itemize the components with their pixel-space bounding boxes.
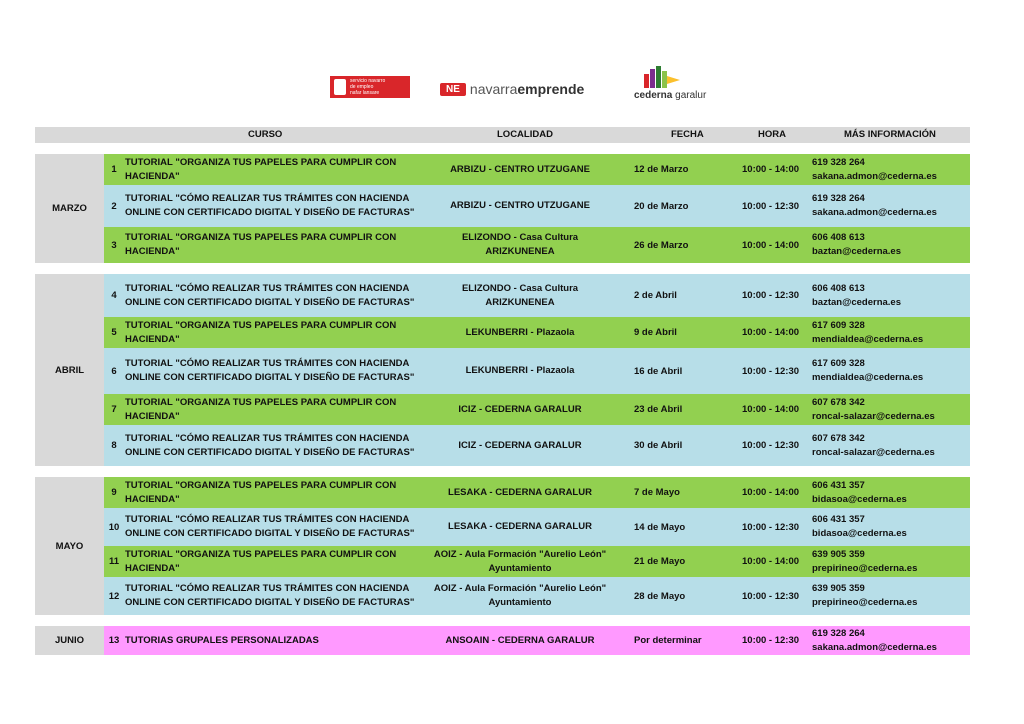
course-location: ELIZONDO - Casa Cultura ARIZKUNENEA: [461, 282, 579, 308]
contact-phone: 606 408 613: [812, 232, 865, 243]
contact-phone: 607 678 342: [812, 396, 865, 408]
course-number: 1: [111, 164, 117, 175]
course-number: 11: [108, 556, 120, 567]
course-date: 9 de Abril: [634, 327, 677, 338]
header-info: MÁS INFORMACIÓN: [844, 129, 936, 140]
course-title: TUTORIAL "ORGANIZA TUS PAPELES PARA CUMPLIR CON HACIENDA": [125, 548, 397, 574]
contact-info: [812, 185, 967, 227]
course-time: 10:00 - 12:30: [742, 290, 800, 301]
course-time: 10:00 - 14:00: [742, 487, 800, 498]
contact-phone: 639 905 359: [812, 548, 865, 560]
navarra-emprende-bold: emprende: [517, 81, 585, 97]
table-row: [104, 227, 970, 263]
course-number: 3: [111, 239, 117, 251]
course-date: 26 de Marzo: [634, 239, 689, 251]
course-number: 6: [111, 365, 117, 377]
course-number: 10: [108, 521, 120, 533]
course-date: 20 de Marzo: [634, 200, 689, 212]
course-time: 10:00 - 14:00: [742, 327, 800, 338]
table-row: [104, 425, 970, 466]
course-number: 12: [108, 590, 120, 602]
contact-email[interactable]: baztan@cederna.es: [812, 246, 901, 257]
course-date: 21 de Mayo: [634, 556, 686, 567]
contact-email[interactable]: bidasoa@cederna.es: [812, 528, 907, 539]
table-row: [104, 317, 970, 348]
month-abril: ABRIL: [35, 274, 104, 466]
course-title: TUTORIAL "CÓMO REALIZAR TUS TRÁMITES CON HACIENDA ONLINE CON CERTIFICADO DIGITAL Y DISEÑO DE FACTURAS": [125, 514, 415, 539]
servicio-navarro-empleo-logo: [330, 76, 410, 98]
course-time: 10:00 - 12:30: [742, 440, 800, 451]
course-location: AOIZ - Aula Formación "Aurelio León" Ayuntamiento: [433, 583, 607, 608]
contact-info: [812, 546, 967, 577]
contact-info: [812, 317, 967, 348]
header-hora: HORA: [758, 129, 786, 140]
course-location: ANSOAIN - CEDERNA GARALUR: [445, 634, 595, 646]
table-row: [104, 546, 970, 577]
table-row: [104, 577, 970, 615]
contact-phone: 619 328 264: [812, 627, 865, 639]
course-time: 10:00 - 14:00: [742, 239, 800, 251]
contact-email[interactable]: roncal-salazar@cederna.es: [812, 446, 935, 458]
month-marzo: MARZO: [35, 154, 104, 263]
cederna-bars-icon: [640, 66, 680, 88]
contact-phone: 606 431 357: [812, 514, 865, 525]
course-location: LEKUNBERRI - Plazaola: [465, 326, 575, 338]
contact-phone: 606 431 357: [812, 479, 865, 491]
course-date: 7 de Mayo: [634, 487, 680, 498]
course-time: 10:00 - 12:30: [742, 521, 800, 533]
course-location: ICIZ - CEDERNA GARALUR: [458, 439, 582, 451]
contact-phone: 607 678 342: [812, 432, 865, 444]
contact-email[interactable]: bidasoa@cederna.es: [812, 493, 907, 505]
contact-email[interactable]: sakana.admon@cederna.es: [812, 641, 937, 653]
course-title: TUTORIAL "CÓMO REALIZAR TUS TRÁMITES CON HACIENDA ONLINE CON CERTIFICADO DIGITAL Y DISEÑO DE FACTURAS": [125, 282, 415, 308]
course-title: TUTORIAS GRUPALES PERSONALIZADAS: [125, 634, 319, 646]
contact-email[interactable]: mendialdea@cederna.es: [812, 333, 924, 345]
contact-email[interactable]: mendialdea@cederna.es: [812, 372, 924, 383]
course-location: ICIZ - CEDERNA GARALUR: [458, 403, 582, 415]
navarra-emprende-light: navarra: [469, 81, 518, 97]
table-header: [35, 127, 970, 143]
course-title: TUTORIAL "CÓMO REALIZAR TUS TRÁMITES CON HACIENDA ONLINE CON CERTIFICADO DIGITAL Y DISEÑO DE FACTURAS": [125, 432, 415, 458]
contact-info: [812, 508, 967, 546]
header-localidad: LOCALIDAD: [497, 129, 553, 140]
course-time: 10:00 - 12:30: [742, 365, 800, 377]
contact-phone: 617 609 328: [812, 319, 865, 331]
course-number: 5: [111, 327, 117, 338]
course-number: 8: [111, 440, 117, 451]
header-fecha: FECHA: [671, 129, 704, 140]
contact-info: [812, 577, 967, 615]
contact-info: [812, 626, 967, 655]
contact-phone: 619 328 264: [812, 193, 865, 204]
course-time: 10:00 - 12:30: [742, 200, 800, 212]
header-curso: CURSO: [248, 129, 283, 140]
course-location: LESAKA - CEDERNA GARALUR: [448, 521, 592, 532]
sne-logo-line: de empleo: [350, 84, 374, 90]
month-junio: JUNIO: [35, 626, 104, 655]
table-row: [104, 394, 970, 425]
table-row: [104, 274, 970, 317]
navarra-emprende-logo: [440, 80, 584, 98]
contact-info: [812, 154, 967, 185]
contact-phone: 619 328 264: [812, 156, 865, 168]
contact-info: [812, 274, 967, 317]
course-location: ARBIZU - CENTRO UTZUGANE: [450, 200, 590, 211]
contact-info: [812, 425, 967, 466]
contact-email[interactable]: prepirineo@cederna.es: [812, 562, 918, 574]
sne-logo-line: servicio navarro: [350, 78, 386, 84]
course-time: 10:00 - 12:30: [742, 635, 800, 646]
course-title: TUTORIAL "ORGANIZA TUS PAPELES PARA CUMPLIR CON HACIENDA": [125, 479, 397, 505]
course-date: 14 de Mayo: [634, 521, 686, 533]
course-time: 10:00 - 12:30: [742, 590, 800, 602]
contact-phone: 639 905 359: [812, 583, 865, 594]
contact-info: [812, 348, 967, 394]
contact-email[interactable]: sakana.admon@cederna.es: [812, 207, 937, 218]
course-title: TUTORIAL "ORGANIZA TUS PAPELES PARA CUMPLIR CON HACIENDA": [125, 319, 397, 345]
course-title: TUTORIAL "CÓMO REALIZAR TUS TRÁMITES CON HACIENDA ONLINE CON CERTIFICADO DIGITAL Y DISEÑO DE FACTURAS": [125, 193, 415, 218]
course-location: LEKUNBERRI - Plazaola: [465, 365, 575, 376]
course-date: 16 de Abril: [634, 365, 683, 377]
course-location: ELIZONDO - Casa Cultura ARIZKUNENEA: [461, 232, 579, 257]
course-date: 2 de Abril: [634, 290, 677, 301]
course-number: 9: [111, 487, 117, 498]
course-location: ARBIZU - CENTRO UTZUGANE: [450, 163, 590, 175]
contact-phone: 606 408 613: [812, 282, 865, 294]
course-date: Por determinar: [634, 635, 702, 646]
course-title: TUTORIAL "CÓMO REALIZAR TUS TRÁMITES CON HACIENDA ONLINE CON CERTIFICADO DIGITAL Y DISEÑO DE FACTURAS": [125, 358, 415, 383]
course-date: 23 de Abril: [634, 404, 683, 415]
course-number: 7: [111, 404, 117, 415]
contact-info: [812, 227, 967, 263]
cederna-name: cederna: [634, 90, 673, 101]
course-date: 12 de Marzo: [634, 164, 689, 175]
course-title: TUTORIAL "ORGANIZA TUS PAPELES PARA CUMPLIR CON HACIENDA": [125, 156, 397, 182]
table-row: [104, 348, 970, 394]
table-row: [104, 477, 970, 508]
contact-email[interactable]: roncal-salazar@cederna.es: [812, 410, 935, 422]
navarra-emprende-badge: NE: [440, 83, 466, 96]
table-row: [104, 508, 970, 546]
course-title: TUTORIAL "ORGANIZA TUS PAPELES PARA CUMPLIR CON HACIENDA": [125, 396, 397, 422]
cederna-garalur-logo: [632, 66, 722, 104]
course-number: 4: [111, 290, 117, 301]
contact-email[interactable]: sakana.admon@cederna.es: [812, 170, 937, 182]
course-location: LESAKA - CEDERNA GARALUR: [448, 486, 592, 498]
contact-email[interactable]: baztan@cederna.es: [812, 296, 901, 308]
table-row: [104, 154, 970, 185]
course-date: 30 de Abril: [634, 440, 683, 451]
navarra-crest-icon: [334, 79, 346, 95]
table-row: [104, 626, 970, 655]
course-time: 10:00 - 14:00: [742, 404, 800, 415]
contact-phone: 617 609 328: [812, 358, 865, 369]
course-location: AOIZ - Aula Formación "Aurelio León" Ayuntamiento: [433, 548, 607, 574]
course-number: 13: [108, 635, 120, 646]
garalur-name: garalur: [675, 90, 707, 101]
course-title: TUTORIAL "ORGANIZA TUS PAPELES PARA CUMPLIR CON HACIENDA": [125, 232, 397, 257]
month-mayo: MAYO: [35, 477, 104, 615]
course-number: 2: [111, 200, 117, 212]
contact-info: [812, 477, 967, 508]
contact-info: [812, 394, 967, 425]
contact-email[interactable]: prepirineo@cederna.es: [812, 597, 918, 608]
course-time: 10:00 - 14:00: [742, 164, 800, 175]
course-date: 28 de Mayo: [634, 590, 686, 602]
sne-logo-line: nafar lansare: [350, 90, 380, 96]
course-time: 10:00 - 14:00: [742, 556, 800, 567]
course-title: TUTORIAL "CÓMO REALIZAR TUS TRÁMITES CON HACIENDA ONLINE CON CERTIFICADO DIGITAL Y DISEÑO DE FACTURAS": [125, 583, 415, 608]
table-row: [104, 185, 970, 227]
